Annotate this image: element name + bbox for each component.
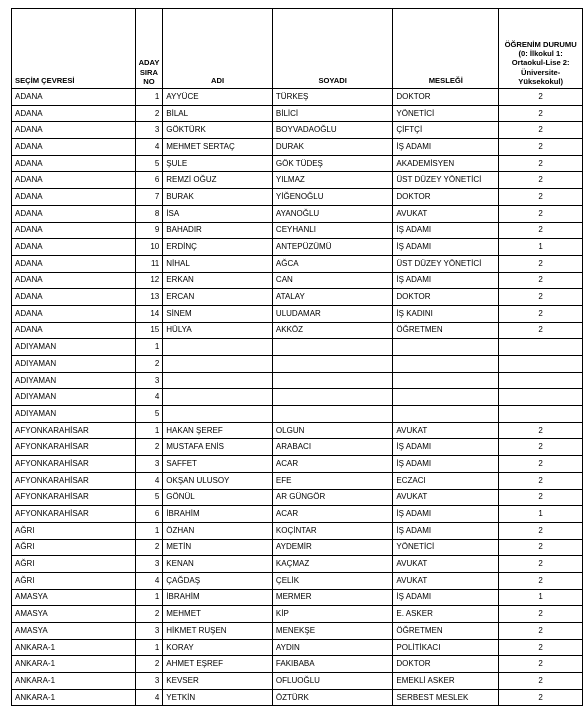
- table-row: [12, 489, 583, 506]
- profession-cell: DOKTOR: [393, 656, 499, 673]
- table-row: [12, 105, 583, 122]
- profession-cell: ECZACI: [393, 472, 499, 489]
- surname-cell: CEYHANLI: [272, 222, 392, 239]
- surname-cell: ARABACI: [272, 439, 392, 456]
- table-row: [12, 556, 583, 573]
- name-cell: İBRAHİM: [163, 589, 273, 606]
- profession-cell: YÖNETİCİ: [393, 539, 499, 556]
- profession-cell: AVUKAT: [393, 556, 499, 573]
- education-cell: 2: [499, 289, 583, 306]
- education-cell: 2: [499, 205, 583, 222]
- surname-cell: OFLUOĞLU: [272, 673, 392, 690]
- name-cell: NİHAL: [163, 255, 273, 272]
- district-cell: ADIYAMAN: [12, 339, 136, 356]
- district-cell: AĞRI: [12, 556, 136, 573]
- table-row: [12, 289, 583, 306]
- district-cell: AFYONKARAHİSAR: [12, 422, 136, 439]
- district-cell: ADANA: [12, 272, 136, 289]
- education-cell: 2: [499, 539, 583, 556]
- profession-cell: İŞ ADAMI: [393, 222, 499, 239]
- profession-cell: AVUKAT: [393, 205, 499, 222]
- district-cell: AMASYA: [12, 589, 136, 606]
- district-cell: AĞRI: [12, 539, 136, 556]
- surname-cell: MENEKŞE: [272, 623, 392, 640]
- order-cell: 2: [135, 105, 163, 122]
- table-row: [12, 139, 583, 156]
- profession-cell: [393, 339, 499, 356]
- name-cell: ÖZHAN: [163, 522, 273, 539]
- name-cell: SAFFET: [163, 456, 273, 473]
- name-cell: ÇAĞDAŞ: [163, 572, 273, 589]
- header-row: [12, 9, 583, 89]
- table-row: [12, 389, 583, 406]
- profession-cell: E. ASKER: [393, 606, 499, 623]
- name-cell: KORAY: [163, 639, 273, 656]
- order-cell: 5: [135, 155, 163, 172]
- surname-cell: TÜRKEŞ: [272, 89, 392, 106]
- education-cell: 2: [499, 689, 583, 706]
- district-cell: ADIYAMAN: [12, 389, 136, 406]
- education-cell: 2: [499, 139, 583, 156]
- order-cell: 2: [135, 539, 163, 556]
- table-row: [12, 89, 583, 106]
- district-cell: AFYONKARAHİSAR: [12, 506, 136, 523]
- order-cell: 5: [135, 406, 163, 423]
- profession-cell: İŞ KADINI: [393, 305, 499, 322]
- surname-cell: ÖZTÜRK: [272, 689, 392, 706]
- name-cell: [163, 406, 273, 423]
- profession-cell: AVUKAT: [393, 572, 499, 589]
- profession-cell: [393, 389, 499, 406]
- order-cell: 3: [135, 372, 163, 389]
- profession-cell: ÜST DÜZEY YÖNETİCİ: [393, 172, 499, 189]
- surname-cell: BOYVADAOĞLU: [272, 122, 392, 139]
- name-cell: HİKMET RUŞEN: [163, 623, 273, 640]
- header-district: SEÇİM ÇEVRESİ: [12, 9, 136, 89]
- table-row: [12, 272, 583, 289]
- surname-cell: ATALAY: [272, 289, 392, 306]
- header-name: ADI: [163, 9, 273, 89]
- education-cell: 2: [499, 105, 583, 122]
- surname-cell: [272, 389, 392, 406]
- district-cell: ADANA: [12, 105, 136, 122]
- district-cell: ADANA: [12, 122, 136, 139]
- profession-cell: İŞ ADAMI: [393, 522, 499, 539]
- district-cell: ADANA: [12, 289, 136, 306]
- education-cell: 2: [499, 439, 583, 456]
- profession-cell: ÖĞRETMEN: [393, 623, 499, 640]
- surname-cell: [272, 356, 392, 373]
- order-cell: 3: [135, 623, 163, 640]
- district-cell: ADANA: [12, 139, 136, 156]
- surname-cell: GÖK TÜDEŞ: [272, 155, 392, 172]
- education-cell: 2: [499, 472, 583, 489]
- profession-cell: POLİTİKACI: [393, 639, 499, 656]
- name-cell: KEVSER: [163, 673, 273, 690]
- name-cell: İBRAHİM: [163, 506, 273, 523]
- name-cell: BİLAL: [163, 105, 273, 122]
- district-cell: ADANA: [12, 322, 136, 339]
- education-cell: 2: [499, 673, 583, 690]
- table-row: [12, 422, 583, 439]
- district-cell: ADANA: [12, 172, 136, 189]
- education-cell: 2: [499, 639, 583, 656]
- table-row: [12, 689, 583, 706]
- header-education: ÖĞRENİM DURUMU (0: İlkokul 1: Ortaokul-Lise 2: Üniversite-Yüksekokul): [499, 9, 583, 89]
- order-cell: 3: [135, 673, 163, 690]
- table-row: [12, 155, 583, 172]
- order-cell: 15: [135, 322, 163, 339]
- surname-cell: AYDIN: [272, 639, 392, 656]
- district-cell: ADANA: [12, 255, 136, 272]
- education-cell: [499, 389, 583, 406]
- name-cell: [163, 372, 273, 389]
- education-cell: 2: [499, 606, 583, 623]
- name-cell: ERKAN: [163, 272, 273, 289]
- table-row: [12, 539, 583, 556]
- order-cell: 2: [135, 656, 163, 673]
- profession-cell: [393, 406, 499, 423]
- header-order: [135, 9, 163, 89]
- profession-cell: İŞ ADAMI: [393, 589, 499, 606]
- table-row: [12, 623, 583, 640]
- district-cell: AĞRI: [12, 572, 136, 589]
- name-cell: ERCAN: [163, 289, 273, 306]
- order-cell: 1: [135, 639, 163, 656]
- header-order-label: ADAY SIRA NO: [138, 58, 160, 86]
- district-cell: ADIYAMAN: [12, 406, 136, 423]
- table-row: [12, 356, 583, 373]
- order-cell: 14: [135, 305, 163, 322]
- surname-cell: AKKÖZ: [272, 322, 392, 339]
- profession-cell: İŞ ADAMI: [393, 272, 499, 289]
- name-cell: OKŞAN ULUSOY: [163, 472, 273, 489]
- name-cell: GÖKTÜRK: [163, 122, 273, 139]
- order-cell: 5: [135, 489, 163, 506]
- surname-cell: ANTEPÜZÜMÜ: [272, 239, 392, 256]
- education-cell: 2: [499, 189, 583, 206]
- table-row: [12, 439, 583, 456]
- surname-cell: YILMAZ: [272, 172, 392, 189]
- name-cell: BURAK: [163, 189, 273, 206]
- profession-cell: [393, 372, 499, 389]
- district-cell: AFYONKARAHİSAR: [12, 472, 136, 489]
- district-cell: AFYONKARAHİSAR: [12, 489, 136, 506]
- education-cell: 2: [499, 422, 583, 439]
- education-cell: 2: [499, 122, 583, 139]
- surname-cell: EFE: [272, 472, 392, 489]
- table-row: [12, 305, 583, 322]
- table-row: [12, 322, 583, 339]
- surname-cell: OLGUN: [272, 422, 392, 439]
- candidate-table: [11, 8, 583, 706]
- name-cell: AHMET EŞREF: [163, 656, 273, 673]
- name-cell: HÜLYA: [163, 322, 273, 339]
- surname-cell: CAN: [272, 272, 392, 289]
- table-row: [12, 522, 583, 539]
- district-cell: AMASYA: [12, 606, 136, 623]
- surname-cell: FAKIBABA: [272, 656, 392, 673]
- table-row: [12, 656, 583, 673]
- profession-cell: AKADEMİSYEN: [393, 155, 499, 172]
- order-cell: 1: [135, 422, 163, 439]
- district-cell: ADANA: [12, 205, 136, 222]
- education-cell: [499, 356, 583, 373]
- surname-cell: YİĞENOĞLU: [272, 189, 392, 206]
- name-cell: ERDİNÇ: [163, 239, 273, 256]
- table-row: [12, 472, 583, 489]
- profession-cell: DOKTOR: [393, 189, 499, 206]
- district-cell: ADANA: [12, 239, 136, 256]
- surname-cell: ACAR: [272, 456, 392, 473]
- profession-cell: İŞ ADAMI: [393, 439, 499, 456]
- table-row: [12, 406, 583, 423]
- surname-cell: AĞCA: [272, 255, 392, 272]
- table-row: [12, 673, 583, 690]
- education-cell: 2: [499, 155, 583, 172]
- table-row: [12, 189, 583, 206]
- order-cell: 10: [135, 239, 163, 256]
- district-cell: ANKARA-1: [12, 673, 136, 690]
- name-cell: KENAN: [163, 556, 273, 573]
- surname-cell: MERMER: [272, 589, 392, 606]
- table-row: [12, 606, 583, 623]
- profession-cell: DOKTOR: [393, 289, 499, 306]
- education-cell: [499, 372, 583, 389]
- order-cell: 4: [135, 572, 163, 589]
- order-cell: 2: [135, 439, 163, 456]
- profession-cell: SERBEST MESLEK: [393, 689, 499, 706]
- surname-cell: BİLİCİ: [272, 105, 392, 122]
- order-cell: 3: [135, 556, 163, 573]
- district-cell: AFYONKARAHİSAR: [12, 456, 136, 473]
- profession-cell: İŞ ADAMI: [393, 239, 499, 256]
- surname-cell: ACAR: [272, 506, 392, 523]
- header-profession: MESLEĞİ: [393, 9, 499, 89]
- surname-cell: [272, 406, 392, 423]
- name-cell: AYYÜCE: [163, 89, 273, 106]
- district-cell: ADANA: [12, 222, 136, 239]
- education-cell: 2: [499, 489, 583, 506]
- education-cell: 2: [499, 456, 583, 473]
- district-cell: ANKARA-1: [12, 656, 136, 673]
- order-cell: 4: [135, 139, 163, 156]
- order-cell: 8: [135, 205, 163, 222]
- district-cell: AĞRI: [12, 522, 136, 539]
- name-cell: HAKAN ŞEREF: [163, 422, 273, 439]
- profession-cell: İŞ ADAMI: [393, 139, 499, 156]
- table-row: [12, 372, 583, 389]
- profession-cell: [393, 356, 499, 373]
- education-cell: 1: [499, 589, 583, 606]
- surname-cell: AYANOĞLU: [272, 205, 392, 222]
- candidate-table-container: [11, 8, 583, 706]
- education-cell: 2: [499, 572, 583, 589]
- surname-cell: [272, 339, 392, 356]
- district-cell: ADANA: [12, 89, 136, 106]
- education-cell: 2: [499, 172, 583, 189]
- name-cell: YETKİN: [163, 689, 273, 706]
- surname-cell: KİP: [272, 606, 392, 623]
- order-cell: 1: [135, 89, 163, 106]
- order-cell: 3: [135, 456, 163, 473]
- profession-cell: İŞ ADAMI: [393, 506, 499, 523]
- name-cell: [163, 356, 273, 373]
- table-row: [12, 506, 583, 523]
- profession-cell: ÖĞRETMEN: [393, 322, 499, 339]
- name-cell: MUSTAFA ENİS: [163, 439, 273, 456]
- district-cell: ANKARA-1: [12, 689, 136, 706]
- profession-cell: AVUKAT: [393, 489, 499, 506]
- table-row: [12, 222, 583, 239]
- order-cell: 3: [135, 122, 163, 139]
- surname-cell: AR GÜNGÖR: [272, 489, 392, 506]
- table-row: [12, 456, 583, 473]
- order-cell: 1: [135, 522, 163, 539]
- district-cell: AMASYA: [12, 623, 136, 640]
- education-cell: 2: [499, 89, 583, 106]
- order-cell: 4: [135, 389, 163, 406]
- order-cell: 9: [135, 222, 163, 239]
- table-row: [12, 205, 583, 222]
- education-cell: 1: [499, 239, 583, 256]
- surname-cell: KAÇMAZ: [272, 556, 392, 573]
- education-cell: 2: [499, 305, 583, 322]
- name-cell: [163, 389, 273, 406]
- order-cell: 1: [135, 589, 163, 606]
- profession-cell: AVUKAT: [393, 422, 499, 439]
- profession-cell: YÖNETİCİ: [393, 105, 499, 122]
- name-cell: METİN: [163, 539, 273, 556]
- surname-cell: DURAK: [272, 139, 392, 156]
- profession-cell: EMEKLİ ASKER: [393, 673, 499, 690]
- surname-cell: ÇELİK: [272, 572, 392, 589]
- order-cell: 6: [135, 172, 163, 189]
- profession-cell: İŞ ADAMI: [393, 456, 499, 473]
- header-surname: SOYADI: [272, 9, 392, 89]
- name-cell: BAHADIR: [163, 222, 273, 239]
- surname-cell: [272, 372, 392, 389]
- order-cell: 11: [135, 255, 163, 272]
- name-cell: MEHMET SERTAÇ: [163, 139, 273, 156]
- name-cell: [163, 339, 273, 356]
- education-cell: 2: [499, 656, 583, 673]
- name-cell: GÖNÜL: [163, 489, 273, 506]
- order-cell: 1: [135, 339, 163, 356]
- education-cell: 1: [499, 506, 583, 523]
- education-cell: 2: [499, 322, 583, 339]
- order-cell: 12: [135, 272, 163, 289]
- table-body: [12, 89, 583, 706]
- name-cell: MEHMET: [163, 606, 273, 623]
- table-row: [12, 172, 583, 189]
- education-cell: [499, 339, 583, 356]
- name-cell: İSA: [163, 205, 273, 222]
- name-cell: ŞULE: [163, 155, 273, 172]
- table-row: [12, 589, 583, 606]
- surname-cell: ULUDAMAR: [272, 305, 392, 322]
- surname-cell: KOÇİNTAR: [272, 522, 392, 539]
- education-cell: 2: [499, 272, 583, 289]
- order-cell: 4: [135, 689, 163, 706]
- education-cell: 2: [499, 623, 583, 640]
- education-cell: 2: [499, 556, 583, 573]
- surname-cell: AYDEMİR: [272, 539, 392, 556]
- table-row: [12, 572, 583, 589]
- name-cell: REMZİ OĞUZ: [163, 172, 273, 189]
- order-cell: 4: [135, 472, 163, 489]
- profession-cell: ÇİFTÇİ: [393, 122, 499, 139]
- education-cell: 2: [499, 522, 583, 539]
- name-cell: SİNEM: [163, 305, 273, 322]
- table-row: [12, 239, 583, 256]
- order-cell: 2: [135, 606, 163, 623]
- district-cell: ADANA: [12, 305, 136, 322]
- table-row: [12, 339, 583, 356]
- district-cell: ADIYAMAN: [12, 372, 136, 389]
- order-cell: 6: [135, 506, 163, 523]
- table-row: [12, 639, 583, 656]
- education-cell: 2: [499, 222, 583, 239]
- district-cell: ADANA: [12, 155, 136, 172]
- profession-cell: ÜST DÜZEY YÖNETİCİ: [393, 255, 499, 272]
- district-cell: ADIYAMAN: [12, 356, 136, 373]
- district-cell: AFYONKARAHİSAR: [12, 439, 136, 456]
- education-cell: 2: [499, 255, 583, 272]
- education-cell: [499, 406, 583, 423]
- order-cell: 2: [135, 356, 163, 373]
- table-row: [12, 122, 583, 139]
- district-cell: ANKARA-1: [12, 639, 136, 656]
- district-cell: ADANA: [12, 189, 136, 206]
- order-cell: 13: [135, 289, 163, 306]
- profession-cell: DOKTOR: [393, 89, 499, 106]
- order-cell: 7: [135, 189, 163, 206]
- table-row: [12, 255, 583, 272]
